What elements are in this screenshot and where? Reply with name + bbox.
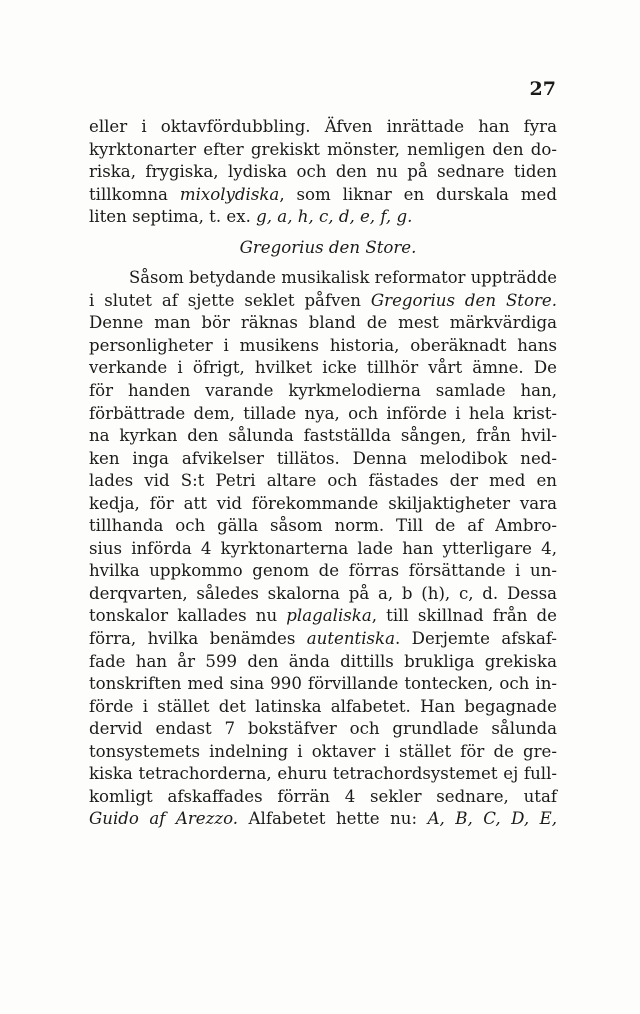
text-line: verkande i öfrigt, hvilket icke tillhör vårt ämne. De xyxy=(89,358,557,378)
text-line: kiska tetrachorderna, ehuru tetrachordsystemet ej full- xyxy=(89,764,557,784)
text-line: tonskalor kallades nu plagaliska, till skillnad från de xyxy=(89,606,557,626)
text-line: personligheter i musikens historia, oberäknadt hans xyxy=(89,335,557,355)
body-text xyxy=(89,116,557,831)
text-line: kyrktonarter efter grekiskt mönster, nemligen den do- xyxy=(89,139,557,159)
text-line: förbättrade dem, tillade nya, och införde i hela krist- xyxy=(89,403,557,423)
text-line: fade han år 599 den ända dittills brukliga grekiska xyxy=(89,651,557,671)
text-line: tonskriften med sina 990 förvillande tontecken, och in- xyxy=(89,674,557,694)
text-line: riska, frygiska, lydiska och den nu på sednare tiden xyxy=(89,162,557,182)
text-line: derqvarten, således skalorna på a, b (h), c, d. Dessa xyxy=(89,583,557,603)
text-line: eller i oktavfördubbling. Äfven inrättade han fyra xyxy=(89,117,557,136)
text-line: förra, hvilka benämdes autentiska. Derjemte afskaf- xyxy=(89,629,558,649)
text-line: Guido af Arezzo. Alfabetet hette nu: A, B, C, D, E, xyxy=(89,809,557,829)
text-line: Såsom betydande musikalisk reformator uppträdde xyxy=(129,268,557,288)
text-line: för handen varande kyrkmelodierna samlade han, xyxy=(89,381,557,401)
paragraph-1 xyxy=(89,116,557,229)
text-line: tonsystemets indelning i oktaver i stället för de gre- xyxy=(89,741,557,761)
text-line: tillhanda och gälla såsom norm. Till de af Ambro- xyxy=(89,516,557,536)
text-line: tillkomna mixolydiska, som liknar en durskala med xyxy=(89,184,557,204)
text-line: dervid endast 7 bokstäfver och grundlade sålunda xyxy=(89,719,557,739)
text-line: liten septima, t. ex. g, a, h, c, d, e, f, g. xyxy=(89,207,413,227)
section-heading-text: Gregorius den Store. xyxy=(239,237,417,257)
text-line: komligt afskaffades förrän 4 sekler sednare, utaf xyxy=(89,786,557,806)
text-line: na kyrkan den sålunda fastställda sången, från hvil- xyxy=(89,426,557,446)
text-line: hvilka uppkommo genom de förras försättande i un- xyxy=(89,561,557,581)
text-line: kedja, för att vid förekommande skiljaktigheter vara xyxy=(89,493,557,513)
text-line: Denne man bör räknas bland de mest märkvärdiga xyxy=(89,313,557,333)
text-line: i slutet af sjette seklet påfven Gregorius den Store. xyxy=(89,290,557,310)
text-line: lades vid S:t Petri altare och fästades der med en xyxy=(89,471,557,491)
paragraph-2 xyxy=(89,267,557,831)
text-line: ken inga afvikelser tillätos. Denna melodibok ned- xyxy=(89,448,557,468)
section-heading xyxy=(89,237,557,260)
page-number: 27 xyxy=(529,78,556,100)
text-line: sius införda 4 kyrktonarterna lade han ytterligare 4, xyxy=(89,538,557,558)
text-line: förde i stället det latinska alfabetet. Han begagnade xyxy=(89,696,557,716)
